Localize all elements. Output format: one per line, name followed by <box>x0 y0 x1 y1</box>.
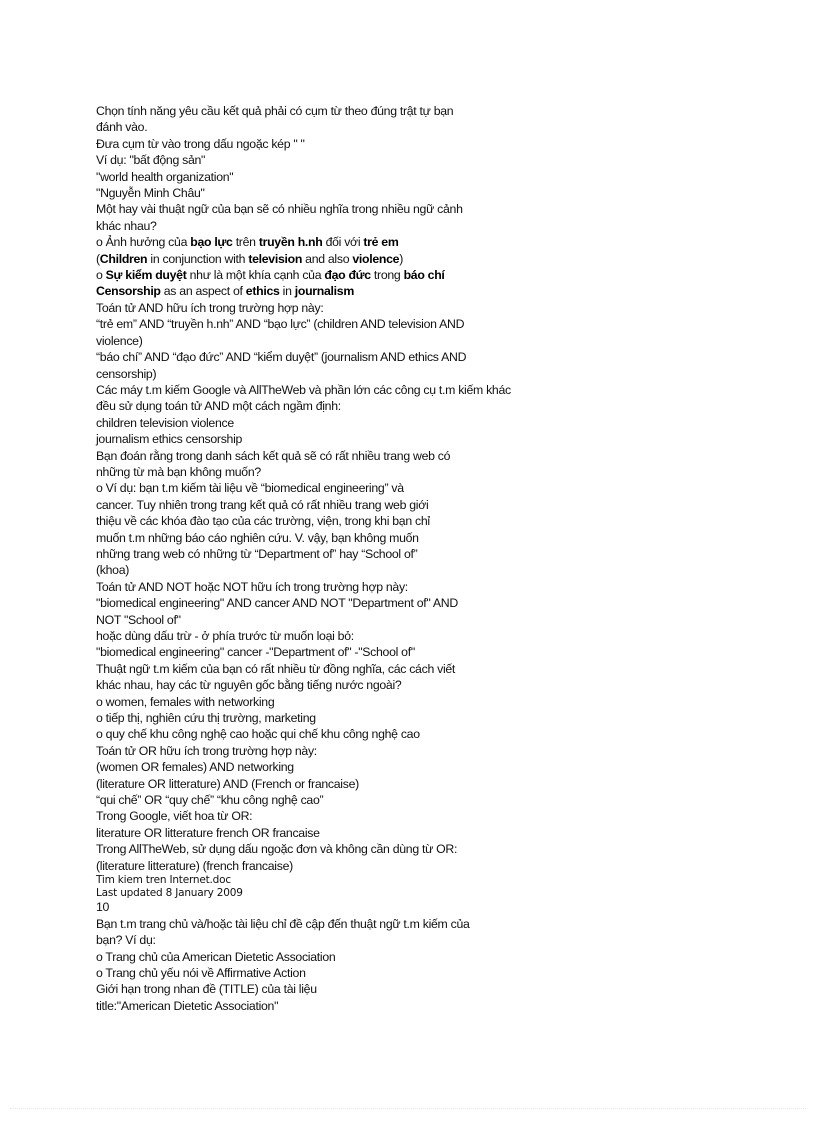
text-line <box>96 858 576 874</box>
text-line <box>96 743 576 759</box>
text-segment: o Trang chủ yếu nói về Affirmative Action <box>96 965 306 980</box>
text-line <box>96 677 576 693</box>
text-line <box>96 899 576 915</box>
bold-keyword: Censorship <box>96 284 161 299</box>
text-line <box>96 887 576 900</box>
text-line <box>96 726 576 742</box>
bold-keyword: journalism <box>294 284 354 299</box>
text-line <box>96 283 576 299</box>
text-segment: "biomedical engineering" cancer -"Department of" -"School of" <box>96 645 415 660</box>
text-line <box>96 316 576 332</box>
text-line <box>96 981 576 997</box>
text-line <box>96 497 576 513</box>
text-line <box>96 949 576 965</box>
text-line <box>96 382 576 398</box>
text-line <box>96 776 576 792</box>
text-segment: "biomedical engineering" AND cancer AND NOT "Department of" AND <box>96 596 458 611</box>
text-segment: những trang web có những từ “Department of” hay “School of” <box>96 546 418 561</box>
text-line <box>96 103 576 119</box>
text-segment: ) <box>399 251 403 266</box>
text-line <box>96 333 576 349</box>
text-segment: literature OR litterature french OR francaise <box>96 825 320 840</box>
text-segment: Toán tử AND hữu ích trong trường hợp này: <box>96 300 324 315</box>
text-line <box>96 398 576 414</box>
text-segment: Tim kiem tren Internet.doc <box>96 874 231 887</box>
text-segment: (literature OR litterature) AND (French or francaise) <box>96 776 359 791</box>
text-line <box>96 513 576 529</box>
text-line <box>96 185 576 201</box>
text-line <box>96 251 576 267</box>
text-line <box>96 612 576 628</box>
text-segment: bạn? Ví dụ: <box>96 933 156 948</box>
bold-keyword: bạo lực <box>190 235 233 250</box>
text-segment: o <box>96 268 106 283</box>
text-line <box>96 201 576 217</box>
text-segment: Last updated 8 January 2009 <box>96 886 243 899</box>
page-bottom-divider <box>10 1108 806 1109</box>
text-segment: o women, females with networking <box>96 694 275 709</box>
text-segment: thiệu về các khóa đào tạo của các trường, viện, trong khi bạn chỉ <box>96 514 430 529</box>
text-segment: “qui chế” OR “quy chế” “khu công nghệ cao” <box>96 793 324 808</box>
text-line <box>96 431 576 447</box>
text-line <box>96 218 576 234</box>
text-line <box>96 628 576 644</box>
text-line <box>96 546 576 562</box>
text-line <box>96 916 576 932</box>
text-line <box>96 825 576 841</box>
text-segment: Các máy t.m kiếm Google và AllTheWeb và phần lớn các công cụ t.m kiếm khác <box>96 382 511 397</box>
text-line <box>96 792 576 808</box>
text-segment: đánh vào. <box>96 120 148 135</box>
text-segment: những từ mà bạn không muốn? <box>96 464 261 479</box>
document-body <box>96 103 576 1014</box>
bold-keyword: television <box>248 251 303 266</box>
text-line <box>96 267 576 283</box>
text-line <box>96 415 576 431</box>
text-segment: đều sử dụng toán tử AND một cách ngầm định: <box>96 399 341 414</box>
text-segment: hoặc dùng dấu trừ - ở phía trước từ muốn loại bỏ: <box>96 629 354 643</box>
text-segment: khác nhau, hay các từ nguyên gốc bằng tiếng nước ngoài? <box>96 678 402 693</box>
text-segment: đối với <box>322 235 364 250</box>
text-line <box>96 998 576 1014</box>
text-segment: "Nguyễn Minh Châu" <box>96 186 205 201</box>
text-segment: NOT "School of" <box>96 612 181 627</box>
text-line <box>96 595 576 611</box>
text-line <box>96 932 576 948</box>
bold-keyword: truyền h.nh <box>258 235 323 250</box>
text-line <box>96 874 576 887</box>
text-segment: in <box>279 284 295 299</box>
text-segment: children television violence <box>96 415 234 430</box>
text-segment: (women OR females) AND networking <box>96 760 294 775</box>
text-segment: Toán tử OR hữu ích trong trường hợp này: <box>96 743 317 758</box>
text-segment: o tiếp thị, nghiên cứu thị trường, marketing <box>96 711 316 726</box>
text-segment: 10 <box>96 900 110 915</box>
bold-keyword: báo chí <box>403 268 445 283</box>
text-segment: title:"American Dietetic Association" <box>96 998 279 1013</box>
bold-keyword: Children <box>99 251 148 266</box>
text-segment: Bạn t.m trang chủ và/hoặc tài liệu chỉ đề cập đến thuật ngữ t.m kiếm của <box>96 916 470 931</box>
text-segment: (literature litterature) (french francaise) <box>96 858 293 873</box>
text-segment: Giới hạn trong nhan đề (TITLE) của tài liệu <box>96 982 317 997</box>
bold-keyword: đạo đức <box>324 268 371 283</box>
bold-keyword: trẻ em <box>363 235 399 250</box>
text-line <box>96 300 576 316</box>
text-segment: violence) <box>96 333 143 348</box>
text-line <box>96 366 576 382</box>
text-segment: o quy chế khu công nghệ cao hoặc qui chế khu công nghệ cao <box>96 727 420 742</box>
text-segment: khác nhau? <box>96 218 157 233</box>
text-segment: “trẻ em” AND “truyền h.nh” AND “bạo lực” (children AND television AND <box>96 317 465 332</box>
text-segment: (khoa) <box>96 563 130 578</box>
text-segment: Trong Google, viết hoa từ OR: <box>96 809 253 824</box>
text-line <box>96 119 576 135</box>
text-segment: censorship) <box>96 366 157 381</box>
text-segment: o Trang chủ của American Dietetic Association <box>96 949 336 964</box>
text-line <box>96 152 576 168</box>
text-segment: cancer. Tuy nhiên trong trang kết quả có rất nhiều trang web giới <box>96 497 429 512</box>
text-line <box>96 562 576 578</box>
text-line <box>96 448 576 464</box>
text-line <box>96 644 576 660</box>
text-segment: in conjunction with <box>147 251 249 266</box>
text-line <box>96 661 576 677</box>
text-segment: Bạn đoán rằng trong danh sách kết quả sẽ có rất nhiều trang web có <box>96 448 451 463</box>
text-segment: như là một khía cạnh của <box>186 268 325 283</box>
text-line <box>96 841 576 857</box>
text-line <box>96 349 576 365</box>
text-segment: Chọn tính năng yêu cầu kết quả phải có cụm từ theo đúng trật tự bạn <box>96 104 454 118</box>
text-line <box>96 965 576 981</box>
text-line <box>96 464 576 480</box>
text-segment: Một hay vài thuật ngữ của bạn sẽ có nhiều nghĩa trong nhiều ngữ cảnh <box>96 202 463 217</box>
bold-keyword: violence <box>352 251 400 266</box>
text-segment: as an aspect of <box>160 284 246 299</box>
text-segment: trong <box>370 268 404 283</box>
text-segment: “báo chí” AND “đạo đức” AND “kiểm duyệt” (journalism AND ethics AND <box>96 350 467 365</box>
text-line <box>96 710 576 726</box>
text-segment: Trong AllTheWeb, sử dụng dấu ngoặc đơn và không cần dùng từ OR: <box>96 842 458 857</box>
text-segment: journalism ethics censorship <box>96 432 243 447</box>
text-segment: and also <box>302 251 353 266</box>
text-segment: "world health organization" <box>96 169 234 184</box>
text-line <box>96 759 576 775</box>
text-line <box>96 530 576 546</box>
text-segment: ( <box>96 251 100 266</box>
bold-keyword: ethics <box>245 284 280 299</box>
text-segment: o Ảnh hưởng của <box>96 235 191 250</box>
bold-keyword: Sự kiểm duyệt <box>105 268 187 283</box>
text-line <box>96 579 576 595</box>
text-line <box>96 136 576 152</box>
text-line <box>96 808 576 824</box>
text-segment: Toán tử AND NOT hoặc NOT hữu ích trong trường hợp này: <box>96 579 408 594</box>
text-segment: Ví dụ: "bất động sản" <box>96 153 206 168</box>
text-segment: Đưa cụm từ vào trong dấu ngoặc kép " " <box>96 136 305 151</box>
text-segment: Thuật ngữ t.m kiếm của bạn có rất nhiều từ đồng nghĩa, các cách viết <box>96 661 456 676</box>
text-line <box>96 694 576 710</box>
text-line <box>96 169 576 185</box>
text-segment: muốn t.m những báo cáo nghiên cứu. V. vậy, bạn không muốn <box>96 530 419 545</box>
text-line <box>96 234 576 250</box>
text-line <box>96 480 576 496</box>
text-segment: o Ví dụ: bạn t.m kiếm tài liệu về “biomedical engineering” và <box>96 481 404 496</box>
text-segment: trên <box>232 235 259 250</box>
